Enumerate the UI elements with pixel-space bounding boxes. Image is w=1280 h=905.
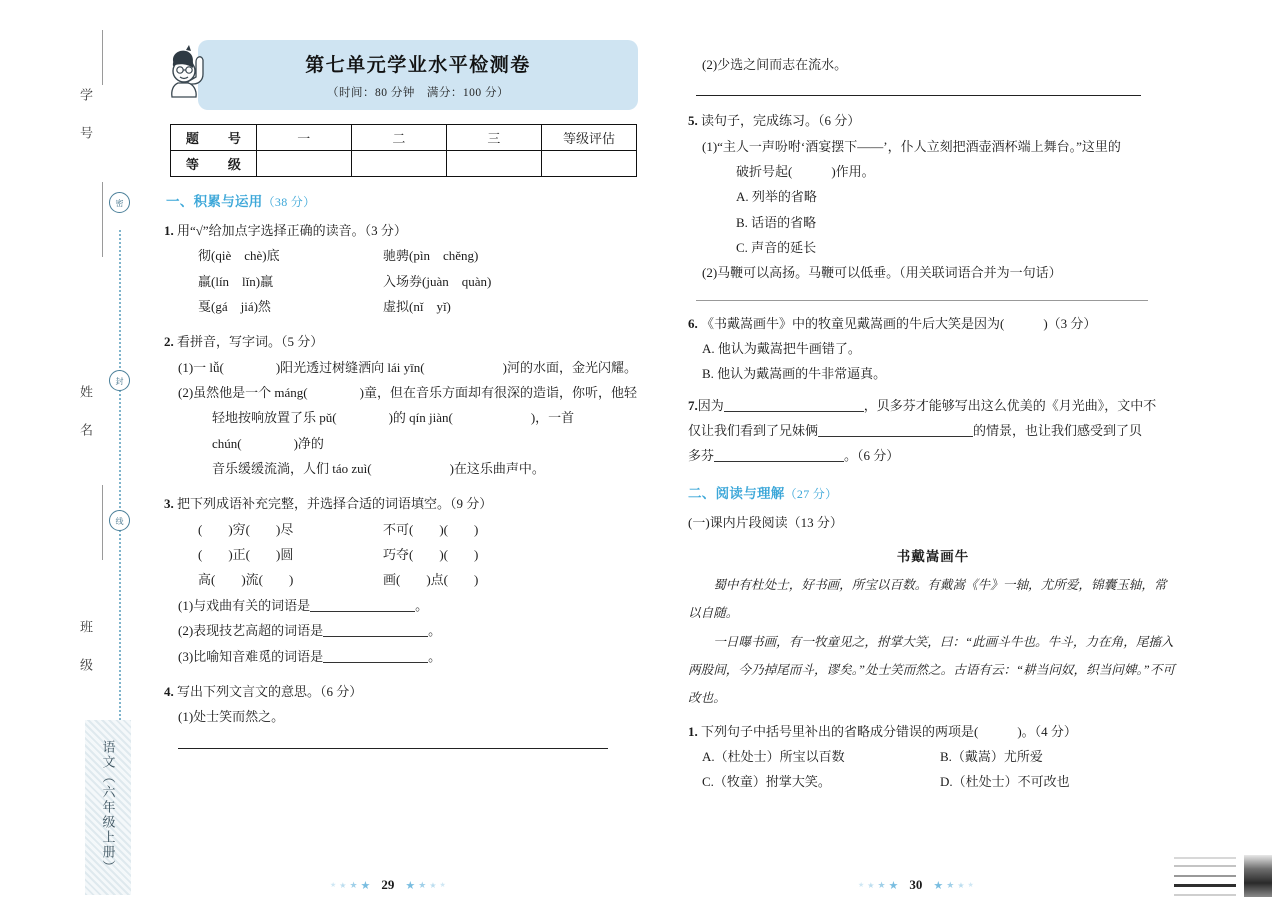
q3-sub-3-blank[interactable] xyxy=(323,650,428,663)
question-5-option-a[interactable]: A. 列举的省略 xyxy=(736,189,817,205)
question-3-sub-2: (2)表现技艺高超的词语是 。 xyxy=(178,623,442,639)
passage-title: 书戴嵩画牛 xyxy=(896,549,970,565)
q7-blank-1[interactable] xyxy=(724,399,864,412)
star-icon: ★ xyxy=(867,880,875,890)
page-number-left: 29 xyxy=(381,877,395,892)
star-icon: ★ xyxy=(405,879,416,892)
score-table-row-label-2: 等 级 xyxy=(171,151,257,177)
score-cell-3[interactable] xyxy=(446,151,541,177)
question-5-option-c[interactable]: C. 声音的延长 xyxy=(736,240,817,256)
question-5-sub1-line2[interactable]: 破折号起( )作用。 xyxy=(736,164,875,180)
question-4-prompt xyxy=(164,679,641,704)
q1-right-1[interactable]: 驰骋(pìn chěng) xyxy=(383,248,479,264)
score-cell-1[interactable] xyxy=(256,151,351,177)
question-5-sub1-line1: (1)“主人一声吩咐‘酒宴摆下——’，仆人立刻把酒壶酒杯端上舞台。”这里的 xyxy=(702,138,1121,154)
page-subtitle: （时间：80 分钟 满分：100 分） xyxy=(327,87,509,99)
question-6-prompt xyxy=(688,311,1178,336)
star-icon: ★ xyxy=(957,880,965,890)
q3-sub-3-text: (3)比喻知音难觅的词语是 xyxy=(178,648,324,664)
star-icon: ★ xyxy=(360,879,371,892)
question-2-line-3[interactable]: 轻地按响放置了乐 pǔ( )的 qín jiàn( )，一首 chún( )净的 xyxy=(212,410,575,451)
question-5-sub2: (2)马鞭可以高扬。马鞭可以低垂。（用关联词语合并为一句话） xyxy=(702,265,1062,281)
question-6-number: 6. xyxy=(688,315,698,331)
q7-line2-a: 仅让我们看到了兄妹俩 xyxy=(688,423,819,439)
q7-line3-b: 。（6 分） xyxy=(844,448,900,464)
question-3-sub-3: (3)比喻知音难觅的词语是 。 xyxy=(178,648,442,664)
question-2-prompt xyxy=(164,329,641,354)
q7-blank-2[interactable] xyxy=(818,424,973,437)
question-4-number: 4. xyxy=(164,683,174,699)
question-1-item-3 xyxy=(164,294,641,319)
table-row xyxy=(171,151,637,177)
q1-left-1[interactable]: 彻(qiè chè)底 xyxy=(198,248,280,264)
q7-line1-a: 因为 xyxy=(697,397,724,413)
section-two-points: （27 分） xyxy=(784,486,838,501)
q3-sub-2-text: (2)表现技艺高超的词语是 xyxy=(178,623,324,639)
question-1-prompt xyxy=(164,218,641,243)
reading-q1-option-c[interactable]: C.（牧童）拊掌大笑。 xyxy=(702,774,831,790)
reading-question-1-options-row-1 xyxy=(688,744,1178,769)
sidebar-divider-1 xyxy=(102,30,103,85)
q3-idiom-left-1[interactable]: ( )穷( )尽 xyxy=(198,521,294,537)
question-3-prompt xyxy=(164,491,641,516)
score-table-col-3: 三 xyxy=(446,125,541,151)
star-icon: ★ xyxy=(946,879,955,890)
q3-idiom-left-3[interactable]: 高( )流( ) xyxy=(198,572,294,588)
section-two-heading xyxy=(688,482,1178,502)
question-3-sub-1: (1)与戏曲有关的词语是 。 xyxy=(178,597,429,613)
question-7-line-2 xyxy=(688,418,1178,443)
right-column xyxy=(688,40,1178,892)
question-1-item-2 xyxy=(164,269,641,294)
question-1-number: 1. xyxy=(164,223,174,238)
footer-stars-left-2 xyxy=(405,879,445,892)
reading-question-1-number: 1. xyxy=(688,723,698,739)
star-icon: ★ xyxy=(339,880,347,890)
question-3 xyxy=(156,491,641,668)
subject-label: 语文（六年级上册） xyxy=(100,740,116,875)
star-icon: ★ xyxy=(330,881,337,889)
star-icon: ★ xyxy=(888,879,899,892)
q3-sub-1-blank[interactable] xyxy=(310,599,415,612)
scan-artifact xyxy=(1160,845,1280,905)
section-one-points: （38 分） xyxy=(262,195,316,209)
q3-sub-1-text: (1)与戏曲有关的词语是 xyxy=(178,597,311,613)
question-7-line-3 xyxy=(688,443,1178,468)
question-6-option-a[interactable]: A. 他认为戴嵩把牛画错了。 xyxy=(702,341,861,357)
sidebar-divider-3 xyxy=(102,485,103,560)
question-6-text[interactable]: 《书戴嵩画牛》中的牧童见戴嵩画的牛后大笑是因为( )（3 分） xyxy=(701,315,1097,331)
passage-paragraph-2: 一日曝书画，有一牧童见之，拊掌大笑，曰：“此画斗牛也。牛斗，力在角，尾搐入两股间，今乃掉尾而斗，谬矣。”处士笑而然之。古语有云：“耕当问奴，织当问婢。”不可改也。 xyxy=(688,634,1175,706)
paper-header-banner xyxy=(198,40,638,110)
question-2-line-1[interactable]: (1)一 lǚ( )阳光透过树缝洒向 lái yīn( )河的水面，金光闪耀。 xyxy=(178,359,637,375)
section-two-title: 二、阅读与理解 xyxy=(688,485,785,501)
q1-left-2[interactable]: 羸(lín lǐn)羸 xyxy=(198,273,274,289)
score-table-col-1: 一 xyxy=(256,125,351,151)
section-one-title: 一、积累与运用 xyxy=(166,194,263,209)
table-row xyxy=(171,125,637,151)
question-6-option-b[interactable]: B. 他认为戴嵩画的牛非常逼真。 xyxy=(702,366,887,382)
q1-right-3[interactable]: 虚拟(nǐ yǐ) xyxy=(383,299,451,315)
reading-question-1 xyxy=(688,719,1178,795)
score-table-col-4: 等级评估 xyxy=(541,125,636,151)
star-icon: ★ xyxy=(967,881,974,889)
mascot-student-icon xyxy=(160,44,222,106)
sidebar-divider-2 xyxy=(102,182,103,257)
question-5-prompt xyxy=(688,108,1178,133)
question-5-text: 读句子，完成练习。（6 分） xyxy=(701,113,861,129)
question-2-line-4[interactable]: 音乐缓缓流淌，人们 táo zuì( )在这乐曲声中。 xyxy=(212,461,545,477)
passage-body xyxy=(688,571,1178,713)
reading-question-1-text[interactable]: 下列句子中括号里补出的省略成分错误的两项是( )。（4 分） xyxy=(701,723,1077,739)
reading-question-1-prompt xyxy=(688,719,1178,744)
question-1-item-1 xyxy=(164,243,641,268)
seal-mark-feng-icon: 封 xyxy=(109,370,130,391)
subject-label-box xyxy=(85,720,131,895)
question-2-number: 2. xyxy=(164,334,174,350)
star-icon: ★ xyxy=(933,879,944,892)
q3-idiom-right-2[interactable]: 巧夺( )( ) xyxy=(383,547,479,563)
question-4-text: 写出下列文言文的意思。（6 分） xyxy=(177,683,363,699)
star-icon: ★ xyxy=(429,880,437,890)
sidebar-student-id-label: 学 号 xyxy=(78,88,93,144)
footer-stars-left xyxy=(330,879,370,892)
sidebar-class-label: 班 级 xyxy=(78,620,93,676)
question-5-number: 5. xyxy=(688,113,698,129)
seal-mark-xian-icon: 线 xyxy=(109,510,130,531)
q7-blank-3[interactable] xyxy=(714,449,844,462)
seal-mark-mi-icon: 密 xyxy=(109,192,130,213)
reading-question-1-options-row-2 xyxy=(688,769,1178,794)
question-5 xyxy=(688,108,1178,300)
footer-stars-right xyxy=(858,879,898,892)
question-4-continued xyxy=(688,52,1178,96)
score-cell-2[interactable] xyxy=(351,151,446,177)
question-4-answer-line-2[interactable] xyxy=(696,95,1141,96)
question-2 xyxy=(156,329,641,481)
question-1-text: 用“√”给加点字选择正确的读音。（3 分） xyxy=(177,223,407,238)
q7-line2-b: 的情景，也让我们感受到了贝 xyxy=(973,423,1143,439)
question-3-number: 3. xyxy=(164,496,174,512)
question-5-option-b[interactable]: B. 话语的省略 xyxy=(736,214,817,230)
q1-right-2[interactable]: 入场券(juàn quàn) xyxy=(383,273,492,289)
question-7-number: 7. xyxy=(688,397,698,413)
reading-q1-option-d[interactable]: D.（杜处士）不可改也 xyxy=(940,774,1070,790)
question-4-answer-line-1[interactable] xyxy=(178,748,608,749)
student-info-sidebar xyxy=(72,30,134,880)
score-table-row-label-1: 题 号 xyxy=(171,125,257,151)
footer-stars-right-2 xyxy=(933,879,973,892)
q7-line3-a: 多芬 xyxy=(688,448,715,464)
star-icon: ★ xyxy=(439,881,446,889)
question-1 xyxy=(156,218,641,319)
section-one-heading xyxy=(156,190,641,210)
reading-q1-option-a[interactable]: A.（杜处士）所宝以百数 xyxy=(702,749,845,765)
question-2-text: 看拼音，写字词。（5 分） xyxy=(177,334,324,350)
star-icon: ★ xyxy=(877,879,886,890)
question-2-line-2[interactable]: (2)虽然他是一个 máng( )童，但在音乐方面却有很深的造诣，你听，他轻 xyxy=(178,385,637,401)
question-3-idiom-row-3 xyxy=(164,567,641,592)
q3-idiom-right-3[interactable]: 画( )点( ) xyxy=(383,572,479,588)
section-two-part-label: (一)课内片段阅读（13 分） xyxy=(688,514,843,530)
score-cell-4[interactable] xyxy=(541,151,636,177)
q7-line1-b: ，贝多芬才能够写出这么优美的《月光曲》，文中不 xyxy=(863,397,1157,413)
question-4 xyxy=(156,679,641,749)
question-6 xyxy=(688,311,1178,387)
page-number-right: 30 xyxy=(909,877,923,892)
left-column xyxy=(156,40,641,892)
question-7 xyxy=(688,393,1178,469)
passage-paragraph-1: 蜀中有杜处士，好书画，所宝以百数。有戴嵩《牛》一轴，尤所爱，锦囊玉轴，常以自随。 xyxy=(688,578,1167,621)
q1-left-3[interactable]: 戛(gá jiá)然 xyxy=(198,299,271,315)
star-icon: ★ xyxy=(858,881,865,889)
question-4-item-2: (2)少选之间而志在流水。 xyxy=(702,57,848,72)
sidebar-name-label: 姓 名 xyxy=(78,385,93,441)
question-3-text: 把下列成语补充完整，并选择合适的词语填空。（9 分） xyxy=(177,496,493,512)
question-3-idiom-row-1 xyxy=(164,517,641,542)
question-5-answer-line[interactable] xyxy=(696,300,1148,301)
question-7-line-1 xyxy=(688,393,1178,418)
q3-idiom-right-1[interactable]: 不可( )( ) xyxy=(383,521,479,537)
star-icon: ★ xyxy=(418,879,427,890)
page-title: 第七单元学业水平检测卷 xyxy=(305,55,531,76)
question-4-item-1: (1)处士笑而然之。 xyxy=(178,709,285,725)
question-3-idiom-row-2 xyxy=(164,542,641,567)
q3-sub-2-blank[interactable] xyxy=(323,624,428,637)
star-icon: ★ xyxy=(349,879,358,890)
q3-idiom-left-2[interactable]: ( )正( )圆 xyxy=(198,547,294,563)
score-table-col-2: 二 xyxy=(351,125,446,151)
score-table xyxy=(170,124,637,177)
reading-q1-option-b[interactable]: B.（戴嵩）尤所爱 xyxy=(940,749,1043,765)
